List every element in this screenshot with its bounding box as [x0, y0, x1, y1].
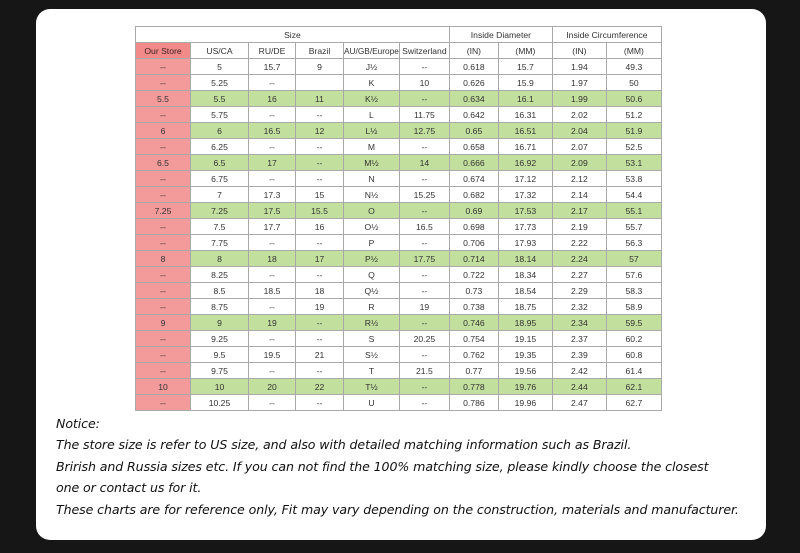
table-cell: Q: [344, 267, 400, 283]
table-cell: 16: [296, 219, 344, 235]
table-cell: N: [344, 171, 400, 187]
store-size-cell: --: [136, 347, 191, 363]
table-cell: 19: [399, 299, 449, 315]
table-cell: 18: [296, 283, 344, 299]
table-cell: 2.39: [552, 347, 606, 363]
us-ca-column-header: US/CA: [191, 43, 249, 59]
table-cell: --: [296, 267, 344, 283]
table-cell: --: [399, 91, 449, 107]
table-cell: 19.35: [498, 347, 552, 363]
table-cell: 58.9: [606, 299, 661, 315]
table-cell: 17.32: [498, 187, 552, 203]
table-cell: T½: [344, 379, 400, 395]
table-cell: 6.75: [191, 171, 249, 187]
table-cell: 19: [249, 315, 296, 331]
inside-diameter-header: Inside Diameter: [449, 27, 552, 43]
table-cell: 0.722: [449, 267, 498, 283]
table-cell: [296, 75, 344, 91]
table-cell: 2.07: [552, 139, 606, 155]
table-cell: 2.19: [552, 219, 606, 235]
table-cell: 8.75: [191, 299, 249, 315]
table-cell: 0.65: [449, 123, 498, 139]
table-row: [136, 283, 662, 299]
table-cell: --: [399, 171, 449, 187]
table-cell: 19.96: [498, 395, 552, 411]
table-row: [136, 235, 662, 251]
table-cell: 0.618: [449, 59, 498, 75]
table-cell: 2.42: [552, 363, 606, 379]
table-cell: --: [249, 171, 296, 187]
table-cell: 61.4: [606, 363, 661, 379]
table-cell: 50: [606, 75, 661, 91]
table-cell: 7.75: [191, 235, 249, 251]
store-size-cell: --: [136, 171, 191, 187]
table-cell: 51.2: [606, 107, 661, 123]
table-row: [136, 155, 662, 171]
table-cell: --: [249, 235, 296, 251]
table-cell: 20: [249, 379, 296, 395]
au-gb-europe-column-header: AU/GB/Europe: [344, 43, 400, 59]
table-cell: --: [399, 347, 449, 363]
table-cell: 0.642: [449, 107, 498, 123]
table-cell: 53.1: [606, 155, 661, 171]
store-size-cell: --: [136, 219, 191, 235]
table-cell: --: [399, 379, 449, 395]
table-cell: 9.75: [191, 363, 249, 379]
table-cell: 49.3: [606, 59, 661, 75]
table-cell: 0.762: [449, 347, 498, 363]
store-size-cell: --: [136, 107, 191, 123]
table-cell: 0.674: [449, 171, 498, 187]
store-size-cell: --: [136, 283, 191, 299]
table-cell: 0.626: [449, 75, 498, 91]
table-cell: O: [344, 203, 400, 219]
table-cell: --: [249, 395, 296, 411]
store-size-cell: --: [136, 187, 191, 203]
table-cell: 0.73: [449, 283, 498, 299]
store-size-cell: --: [136, 395, 191, 411]
table-cell: 6: [191, 123, 249, 139]
table-cell: 17.73: [498, 219, 552, 235]
table-cell: 2.12: [552, 171, 606, 187]
table-row: [136, 331, 662, 347]
table-cell: U: [344, 395, 400, 411]
column-header-row: [136, 43, 662, 59]
table-cell: 15: [296, 187, 344, 203]
table-cell: 17.53: [498, 203, 552, 219]
table-cell: 18.95: [498, 315, 552, 331]
table-cell: 55.1: [606, 203, 661, 219]
table-cell: 19.5: [249, 347, 296, 363]
table-cell: 17: [249, 155, 296, 171]
table-cell: 10: [191, 379, 249, 395]
table-cell: 1.97: [552, 75, 606, 91]
table-cell: 16.51: [498, 123, 552, 139]
table-cell: --: [296, 315, 344, 331]
table-cell: --: [296, 331, 344, 347]
table-cell: 0.77: [449, 363, 498, 379]
table-cell: 0.69: [449, 203, 498, 219]
table-cell: --: [296, 139, 344, 155]
table-cell: M½: [344, 155, 400, 171]
table-cell: --: [249, 107, 296, 123]
table-row: [136, 251, 662, 267]
table-cell: --: [249, 139, 296, 155]
table-row: [136, 91, 662, 107]
store-size-cell: 9: [136, 315, 191, 331]
table-cell: 15.7: [498, 59, 552, 75]
table-cell: 5.5: [191, 91, 249, 107]
table-cell: 19.56: [498, 363, 552, 379]
table-cell: 17.3: [249, 187, 296, 203]
table-cell: 5.75: [191, 107, 249, 123]
table-cell: 9.25: [191, 331, 249, 347]
table-cell: 0.746: [449, 315, 498, 331]
table-cell: 16.31: [498, 107, 552, 123]
table-row: [136, 299, 662, 315]
table-cell: 17.75: [399, 251, 449, 267]
table-cell: 11.75: [399, 107, 449, 123]
table-cell: 5: [191, 59, 249, 75]
store-size-cell: 6.5: [136, 155, 191, 171]
table-cell: 17: [296, 251, 344, 267]
table-cell: --: [399, 59, 449, 75]
table-cell: 17.5: [249, 203, 296, 219]
table-cell: --: [399, 139, 449, 155]
table-cell: --: [399, 203, 449, 219]
table-cell: 16.5: [249, 123, 296, 139]
table-cell: --: [296, 363, 344, 379]
table-row: [136, 139, 662, 155]
table-cell: 8.5: [191, 283, 249, 299]
table-cell: 1.94: [552, 59, 606, 75]
table-row: [136, 347, 662, 363]
table-cell: 2.29: [552, 283, 606, 299]
table-cell: 16: [249, 91, 296, 107]
table-cell: L: [344, 107, 400, 123]
inside-circumference-header: Inside Circumference: [552, 27, 661, 43]
table-cell: 8.25: [191, 267, 249, 283]
table-cell: 2.24: [552, 251, 606, 267]
table-cell: 12: [296, 123, 344, 139]
our-store-column-header: Our Store: [136, 43, 191, 59]
table-cell: O½: [344, 219, 400, 235]
table-cell: 18: [249, 251, 296, 267]
table-cell: 14: [399, 155, 449, 171]
table-cell: --: [296, 395, 344, 411]
table-cell: --: [296, 107, 344, 123]
table-cell: 2.27: [552, 267, 606, 283]
table-cell: 17.93: [498, 235, 552, 251]
store-size-cell: --: [136, 75, 191, 91]
table-cell: 10.25: [191, 395, 249, 411]
table-cell: 17.12: [498, 171, 552, 187]
table-cell: 9.5: [191, 347, 249, 363]
diameter-in-column-header: (IN): [449, 43, 498, 59]
table-row: [136, 219, 662, 235]
store-size-cell: --: [136, 267, 191, 283]
table-cell: --: [399, 235, 449, 251]
table-cell: 11: [296, 91, 344, 107]
table-row: [136, 123, 662, 139]
ring-size-table: [135, 26, 662, 411]
table-cell: S: [344, 331, 400, 347]
table-cell: Q½: [344, 283, 400, 299]
table-cell: 57.6: [606, 267, 661, 283]
table-cell: 6.25: [191, 139, 249, 155]
table-row: [136, 315, 662, 331]
store-size-cell: 7.25: [136, 203, 191, 219]
table-cell: 20.25: [399, 331, 449, 347]
store-size-cell: --: [136, 139, 191, 155]
table-cell: K½: [344, 91, 400, 107]
size-group-header: Size: [136, 27, 450, 43]
table-cell: 18.34: [498, 267, 552, 283]
table-cell: 2.02: [552, 107, 606, 123]
table-cell: 2.14: [552, 187, 606, 203]
table-cell: 17.7: [249, 219, 296, 235]
table-cell: 54.4: [606, 187, 661, 203]
brazil-column-header: Brazil: [296, 43, 344, 59]
table-cell: 18.54: [498, 283, 552, 299]
table-cell: T: [344, 363, 400, 379]
table-cell: 9: [191, 315, 249, 331]
table-cell: 12.75: [399, 123, 449, 139]
table-cell: 0.778: [449, 379, 498, 395]
table-cell: 2.44: [552, 379, 606, 395]
table-body: [136, 59, 662, 411]
table-cell: 15.9: [498, 75, 552, 91]
table-cell: --: [249, 299, 296, 315]
table-cell: 60.2: [606, 331, 661, 347]
table-cell: J½: [344, 59, 400, 75]
table-cell: 0.682: [449, 187, 498, 203]
table-cell: 62.1: [606, 379, 661, 395]
table-cell: P½: [344, 251, 400, 267]
table-cell: 0.754: [449, 331, 498, 347]
table-cell: 56.3: [606, 235, 661, 251]
table-cell: 18.75: [498, 299, 552, 315]
table-cell: 62.7: [606, 395, 661, 411]
table-cell: --: [399, 267, 449, 283]
table-cell: 19.76: [498, 379, 552, 395]
table-cell: 60.8: [606, 347, 661, 363]
group-header-row: [136, 27, 662, 43]
table-cell: 21.5: [399, 363, 449, 379]
table-cell: K: [344, 75, 400, 91]
table-cell: 6.5: [191, 155, 249, 171]
table-cell: --: [249, 267, 296, 283]
notice-line: These charts are for reference only, Fit may vary depending on the construction, materials and manufacturer.: [56, 501, 739, 517]
table-cell: 53.8: [606, 171, 661, 187]
table-cell: 52.5: [606, 139, 661, 155]
table-cell: 0.634: [449, 91, 498, 107]
table-cell: --: [249, 331, 296, 347]
store-size-cell: --: [136, 331, 191, 347]
table-cell: --: [249, 75, 296, 91]
table-cell: 2.09: [552, 155, 606, 171]
table-cell: 19: [296, 299, 344, 315]
table-cell: 0.706: [449, 235, 498, 251]
store-size-cell: --: [136, 235, 191, 251]
table-cell: 1.99: [552, 91, 606, 107]
store-size-cell: 6: [136, 123, 191, 139]
table-cell: --: [399, 395, 449, 411]
notice-line: one or contact us for it.: [56, 480, 202, 496]
table-cell: 2.17: [552, 203, 606, 219]
table-cell: 2.22: [552, 235, 606, 251]
table-cell: 58.3: [606, 283, 661, 299]
table-cell: 18.14: [498, 251, 552, 267]
table-row: [136, 171, 662, 187]
table-row: [136, 187, 662, 203]
table-cell: 8: [191, 251, 249, 267]
table-cell: 9: [296, 59, 344, 75]
table-cell: 2.34: [552, 315, 606, 331]
ru-de-column-header: RU/DE: [249, 43, 296, 59]
table-row: [136, 379, 662, 395]
table-cell: 18.5: [249, 283, 296, 299]
table-cell: 0.738: [449, 299, 498, 315]
table-cell: 5.25: [191, 75, 249, 91]
table-cell: --: [296, 235, 344, 251]
table-cell: 2.32: [552, 299, 606, 315]
table-cell: 51.9: [606, 123, 661, 139]
store-size-cell: 8: [136, 251, 191, 267]
table-cell: 16.1: [498, 91, 552, 107]
table-cell: 0.786: [449, 395, 498, 411]
table-cell: 10: [399, 75, 449, 91]
notice-line: Brirish and Russia sizes etc. If you can not find the 100% matching size, please kindly choose the closest: [56, 458, 709, 474]
table-cell: 15.25: [399, 187, 449, 203]
table-cell: R½: [344, 315, 400, 331]
table-cell: --: [399, 315, 449, 331]
table-cell: 59.5: [606, 315, 661, 331]
table-cell: 15.7: [249, 59, 296, 75]
table-cell: 7.25: [191, 203, 249, 219]
notice-title: Notice:: [56, 416, 100, 431]
table-cell: --: [399, 283, 449, 299]
table-cell: S½: [344, 347, 400, 363]
table-cell: 55.7: [606, 219, 661, 235]
table-cell: 2.04: [552, 123, 606, 139]
table-cell: 16.5: [399, 219, 449, 235]
store-size-cell: --: [136, 363, 191, 379]
table-cell: 0.698: [449, 219, 498, 235]
table-cell: --: [296, 171, 344, 187]
table-cell: 15.5: [296, 203, 344, 219]
table-cell: 0.666: [449, 155, 498, 171]
table-cell: 50.6: [606, 91, 661, 107]
circumference-mm-column-header: (MM): [606, 43, 661, 59]
table-row: [136, 203, 662, 219]
store-size-cell: --: [136, 59, 191, 75]
table-cell: 16.71: [498, 139, 552, 155]
table-cell: R: [344, 299, 400, 315]
table-cell: --: [249, 363, 296, 379]
table-cell: 0.714: [449, 251, 498, 267]
table-cell: 2.47: [552, 395, 606, 411]
table-cell: N½: [344, 187, 400, 203]
table-cell: --: [296, 155, 344, 171]
table-row: [136, 363, 662, 379]
table-cell: 57: [606, 251, 661, 267]
switzerland-column-header: Switzerland: [399, 43, 449, 59]
table-cell: M: [344, 139, 400, 155]
table-cell: 19.15: [498, 331, 552, 347]
circumference-in-column-header: (IN): [552, 43, 606, 59]
store-size-cell: --: [136, 299, 191, 315]
table-cell: 2.37: [552, 331, 606, 347]
table-row: [136, 395, 662, 411]
table-row: [136, 267, 662, 283]
table-row: [136, 107, 662, 123]
table-cell: 21: [296, 347, 344, 363]
table-cell: 0.658: [449, 139, 498, 155]
table-row: [136, 59, 662, 75]
table-cell: 16.92: [498, 155, 552, 171]
table-row: [136, 75, 662, 91]
table-cell: 7: [191, 187, 249, 203]
table-cell: L½: [344, 123, 400, 139]
size-chart-card: [36, 9, 766, 540]
notice-block: [56, 413, 756, 520]
store-size-cell: 5.5: [136, 91, 191, 107]
table-cell: P: [344, 235, 400, 251]
diameter-mm-column-header: (MM): [498, 43, 552, 59]
store-size-cell: 10: [136, 379, 191, 395]
table-cell: 22: [296, 379, 344, 395]
table-cell: 7.5: [191, 219, 249, 235]
notice-line: The store size is refer to US size, and also with detailed matching information such as Brazil.: [56, 437, 632, 453]
